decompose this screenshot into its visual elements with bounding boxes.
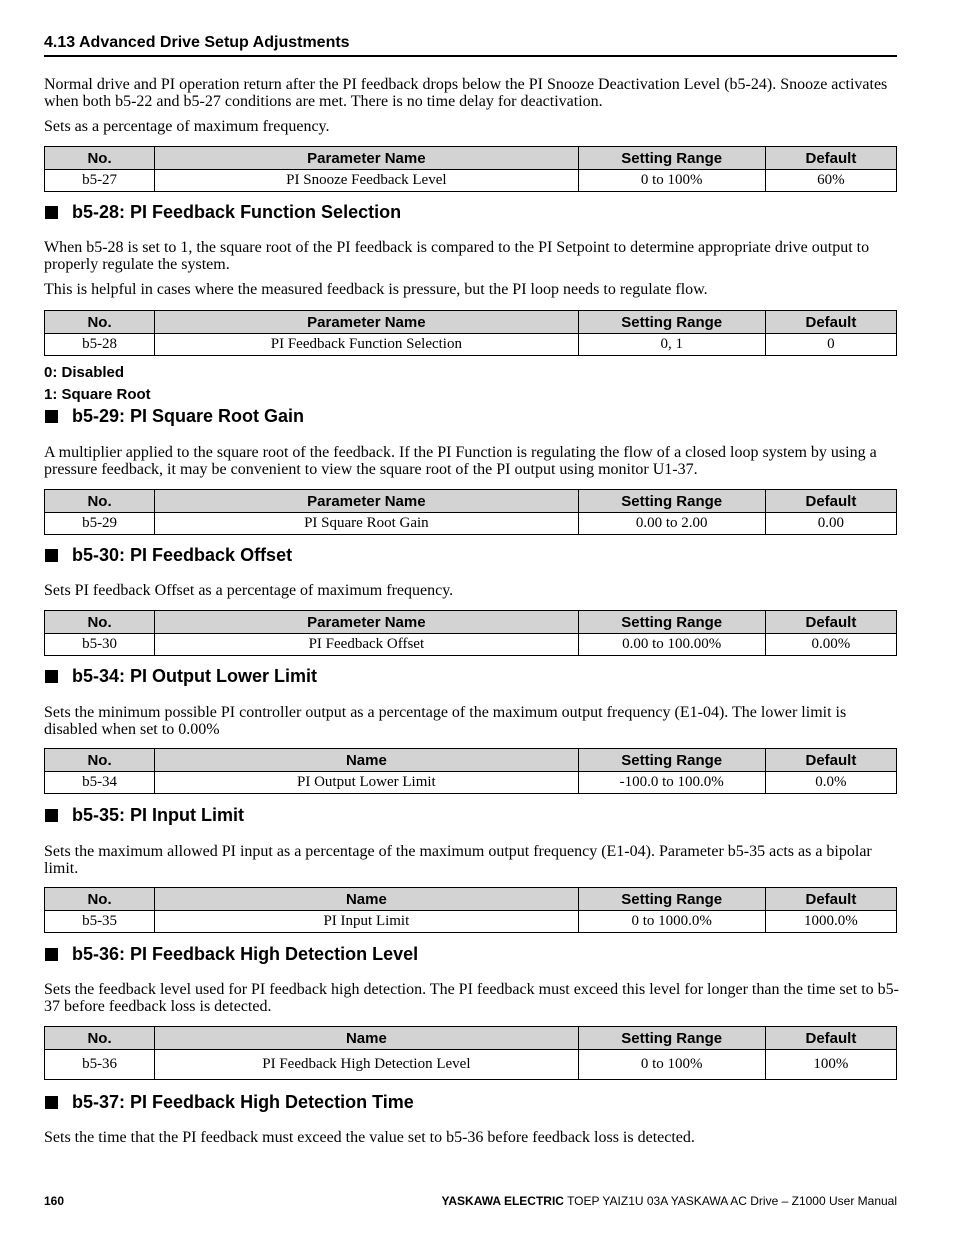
table-row [45, 911, 897, 933]
cell-default: 0.00% [765, 634, 896, 656]
cell-no: b5-29 [45, 513, 155, 535]
cell-range: 0, 1 [578, 334, 765, 356]
cell-range: 0 to 100% [578, 170, 765, 192]
table-b5-27 [44, 146, 897, 192]
heading-text: b5-35: PI Input Limit [72, 805, 245, 825]
heading-text: b5-30: PI Feedback Offset [72, 545, 293, 565]
b5-37-paragraph: Sets the time that the PI feedback must exceed the value set to b5-36 before feedback loss is detected. [44, 1129, 695, 1146]
col-header-default: Default [765, 311, 896, 334]
heading-b5-36 [44, 944, 897, 965]
col-header-name: Name [155, 1027, 578, 1050]
col-header-no: No. [45, 749, 155, 772]
heading-b5-28 [44, 202, 897, 223]
col-header-no: No. [45, 611, 155, 634]
intro-paragraph: Normal drive and PI operation return after the PI feedback drops below the PI Snooze Deactivation Level (b5-24). Snooze activates when both b5-22 and b5-27 conditions are met. There is no time delay for deactivation. [44, 76, 888, 110]
cell-no: b5-30 [45, 634, 155, 656]
b5-35-paragraph: Sets the maximum allowed PI input as a percentage of the maximum output frequency (E1-04). Parameter b5-35 acts as a bipolar limit. [44, 843, 872, 877]
col-header-default: Default [765, 1027, 896, 1050]
cell-default: 60% [765, 170, 896, 192]
footer-manual-title: TOEP YAIZ1U 03A YASKAWA AC Drive – Z1000 User Manual [563, 1194, 897, 1208]
col-header-no: No. [45, 311, 155, 334]
b5-28-paragraph-1: When b5-28 is set to 1, the square root of the PI feedback is compared to the PI Setpoint to determine appropriate drive output to properly regulate the system. [44, 239, 870, 273]
table-b5-36 [44, 1026, 897, 1080]
heading-b5-37 [44, 1092, 897, 1113]
page-footer [44, 1194, 897, 1208]
cell-default: 0 [765, 334, 896, 356]
heading-b5-29 [44, 406, 897, 427]
section-bullet-icon [45, 809, 58, 822]
heading-text: b5-28: PI Feedback Function Selection [72, 202, 402, 222]
cell-name: PI Input Limit [155, 911, 578, 933]
col-header-no: No. [45, 1027, 155, 1050]
cell-default: 100% [765, 1050, 896, 1080]
table-row [45, 1050, 897, 1080]
cell-range: 0.00 to 2.00 [578, 513, 765, 535]
option-square-root: 1: Square Root [44, 386, 151, 403]
heading-text: b5-29: PI Square Root Gain [72, 406, 305, 426]
col-header-parameter-name: Parameter Name [155, 311, 578, 334]
col-header-no: No. [45, 147, 155, 170]
table-b5-34 [44, 748, 897, 794]
section-bullet-icon [45, 549, 58, 562]
section-bullet-icon [45, 1096, 58, 1109]
cell-no: b5-27 [45, 170, 155, 192]
col-header-setting-range: Setting Range [578, 888, 765, 911]
table-row [45, 170, 897, 192]
col-header-default: Default [765, 611, 896, 634]
cell-no: b5-35 [45, 911, 155, 933]
cell-name: PI Output Lower Limit [155, 772, 578, 794]
b5-36-paragraph: Sets the feedback level used for PI feedback high detection. The PI feedback must exceed this level for longer than the time set to b5-37 before feedback loss is detected. [44, 981, 899, 1015]
col-header-default: Default [765, 888, 896, 911]
col-header-parameter-name: Parameter Name [155, 611, 578, 634]
table-b5-28 [44, 310, 897, 356]
section-bullet-icon [45, 206, 58, 219]
section-bullet-icon [45, 948, 58, 961]
col-header-default: Default [765, 749, 896, 772]
footer-manual-info [441, 1194, 897, 1208]
heading-b5-35 [44, 805, 897, 826]
footer-brand: YASKAWA ELECTRIC [441, 1194, 564, 1208]
section-bullet-icon [45, 410, 58, 423]
b5-34-paragraph: Sets the minimum possible PI controller output as a percentage of the maximum output frequency (E1-04). The lower limit is disabled when set to 0.00% [44, 704, 847, 738]
col-header-parameter-name: Parameter Name [155, 147, 578, 170]
col-header-setting-range: Setting Range [578, 749, 765, 772]
cell-default: 1000.0% [765, 911, 896, 933]
heading-text: b5-37: PI Feedback High Detection Time [72, 1092, 414, 1112]
table-b5-35 [44, 887, 897, 933]
cell-name: PI Feedback High Detection Level [155, 1050, 578, 1080]
cell-name: PI Feedback Function Selection [155, 334, 578, 356]
col-header-setting-range: Setting Range [578, 1027, 765, 1050]
col-header-no: No. [45, 888, 155, 911]
table-row [45, 634, 897, 656]
section-header: 4.13 Advanced Drive Setup Adjustments [44, 34, 897, 57]
table-row [45, 772, 897, 794]
cell-name: PI Square Root Gain [155, 513, 578, 535]
col-header-setting-range: Setting Range [578, 490, 765, 513]
cell-no: b5-36 [45, 1050, 155, 1080]
col-header-setting-range: Setting Range [578, 311, 765, 334]
cell-range: -100.0 to 100.0% [578, 772, 765, 794]
cell-range: 0.00 to 100.00% [578, 634, 765, 656]
col-header-setting-range: Setting Range [578, 611, 765, 634]
cell-name: PI Feedback Offset [155, 634, 578, 656]
heading-text: b5-34: PI Output Lower Limit [72, 666, 318, 686]
heading-text: b5-36: PI Feedback High Detection Level [72, 944, 419, 964]
table-b5-30 [44, 610, 897, 656]
cell-range: 0 to 100% [578, 1050, 765, 1080]
section-bullet-icon [45, 670, 58, 683]
table-row [45, 513, 897, 535]
col-header-setting-range: Setting Range [578, 147, 765, 170]
page-number: 160 [44, 1194, 65, 1208]
heading-b5-30 [44, 545, 897, 566]
option-disabled: 0: Disabled [44, 364, 125, 381]
col-header-name: Name [155, 749, 578, 772]
intro-note: Sets as a percentage of maximum frequency. [44, 118, 330, 135]
cell-name: PI Snooze Feedback Level [155, 170, 578, 192]
heading-b5-34 [44, 666, 897, 687]
col-header-name: Name [155, 888, 578, 911]
cell-default: 0.00 [765, 513, 896, 535]
col-header-default: Default [765, 147, 896, 170]
cell-no: b5-28 [45, 334, 155, 356]
b5-28-paragraph-2: This is helpful in cases where the measured feedback is pressure, but the PI loop needs to regulate flow. [44, 281, 708, 298]
table-b5-29 [44, 489, 897, 535]
b5-30-paragraph: Sets PI feedback Offset as a percentage of maximum frequency. [44, 582, 454, 599]
cell-default: 0.0% [765, 772, 896, 794]
col-header-parameter-name: Parameter Name [155, 490, 578, 513]
col-header-default: Default [765, 490, 896, 513]
b5-29-paragraph: A multiplier applied to the square root of the feedback. If the PI Function is regulating the flow of a closed loop system by using a pressure feedback, it may be convenient to view the square root of the PI output using monitor U1-37. [44, 444, 877, 478]
cell-no: b5-34 [45, 772, 155, 794]
col-header-no: No. [45, 490, 155, 513]
cell-range: 0 to 1000.0% [578, 911, 765, 933]
table-row [45, 334, 897, 356]
